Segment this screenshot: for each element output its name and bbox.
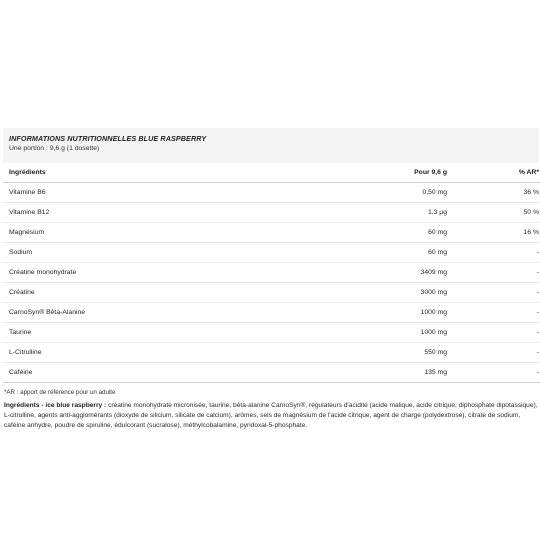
nutrient-ar: -	[447, 243, 540, 263]
nutrient-name: Créatine	[3, 283, 339, 303]
nutrient-name: Vitamine B6	[3, 183, 339, 203]
nutrient-name: CarnoSyn® Bêta-Alanine	[3, 303, 339, 323]
table-row	[3, 263, 540, 283]
nutrient-ar: 16 %	[447, 223, 540, 243]
table-row	[3, 363, 540, 383]
table-row	[3, 223, 540, 243]
table-header-row	[3, 163, 540, 183]
nutrient-ar: -	[447, 323, 540, 343]
table-row	[3, 183, 540, 203]
nutrient-name: Sodium	[3, 243, 339, 263]
nutrient-amount: 3000 mg	[339, 283, 447, 303]
nutrition-table	[3, 163, 540, 383]
nutrient-amount: 1000 mg	[339, 303, 447, 323]
nutrient-name: Magnésium	[3, 223, 339, 243]
nutrient-ar: 36 %	[447, 183, 540, 203]
nutrient-amount: 0,50 mg	[339, 183, 447, 203]
ingredients-text: créatine monohydrate micronisée, taurine, bêta-alanine CarnoSyn®, régulateurs d'acidité (acide malique, acide citrique, diphosphate dipotassique), L-citrulline, agents anti-agglomérants (dioxyde de silicium, silicate de calcium), arômes, sels de magnésium de l'acide citrique, agent de charge (polydextrose), citrate de sodium, caféine anhydre, poudre de spiruline, édulcorant (sucralose), méthylcobalamine, pyridoxal-5-phosphate.	[4, 402, 538, 430]
nutrient-name: L-Citrulline	[3, 343, 339, 363]
nutrient-amount: 1,3 µg	[339, 203, 447, 223]
nutrient-ar: -	[447, 283, 540, 303]
ingredients-label: Ingrédients - ice blue raspberry :	[4, 402, 107, 409]
table-row	[3, 243, 540, 263]
nutrient-name: Taurine	[3, 323, 339, 343]
nutrient-name: Créatine monohydrate	[3, 263, 339, 283]
nutrient-name: Caféine	[3, 363, 339, 383]
nutrient-amount: 1000 mg	[339, 323, 447, 343]
serving-size: Une portion : 9,6 g (1 dosette)	[9, 145, 100, 152]
ar-footnote: *AR : apport de référence pour un adulte	[4, 389, 116, 396]
nutrient-amount: 60 mg	[339, 223, 447, 243]
nutrient-ar: -	[447, 263, 540, 283]
nutrient-ar: -	[447, 343, 540, 363]
column-header-ar: % AR*	[447, 163, 540, 183]
column-header-ingredients: Ingrédients	[3, 163, 339, 183]
table-row	[3, 343, 540, 363]
ingredients-paragraph	[3, 397, 539, 432]
nutrition-title: INFORMATIONS NUTRITIONNELLES BLUE RASPBERRY	[9, 134, 207, 143]
nutrition-panel	[3, 128, 539, 432]
nutrient-name: Vitamine B12	[3, 203, 339, 223]
nutrition-header	[3, 128, 539, 163]
table-row	[3, 323, 540, 343]
nutrient-ar: 50 %	[447, 203, 540, 223]
table-row	[3, 203, 540, 223]
column-header-amount: Pour 9,6 g	[339, 163, 447, 183]
table-row	[3, 303, 540, 323]
nutrient-amount: 135 mg	[339, 363, 447, 383]
nutrient-amount: 60 mg	[339, 243, 447, 263]
nutrient-amount: 550 mg	[339, 343, 447, 363]
nutrient-ar: -	[447, 363, 540, 383]
table-row	[3, 283, 540, 303]
nutrient-ar: -	[447, 303, 540, 323]
nutrient-amount: 3409 mg	[339, 263, 447, 283]
